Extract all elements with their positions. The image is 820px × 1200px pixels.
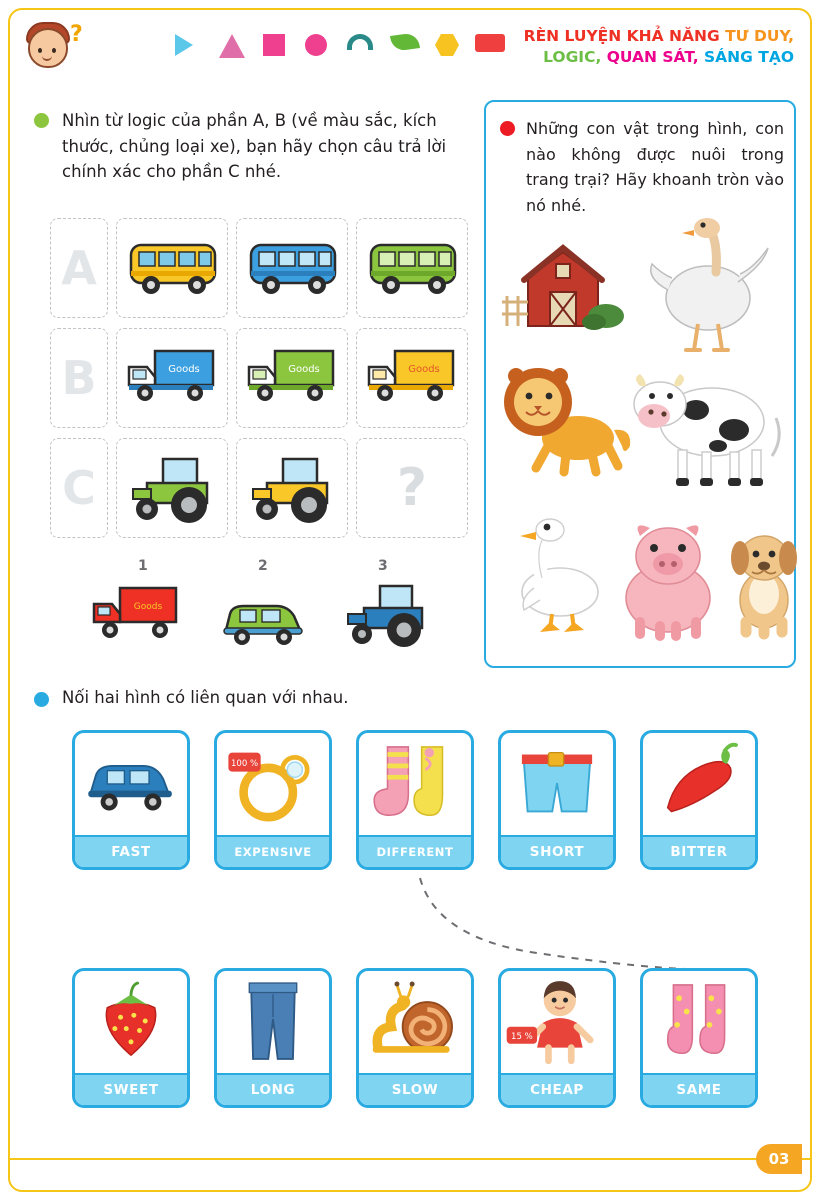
kid-eye-left-icon bbox=[38, 48, 42, 53]
badge-expensive-text: 100 % bbox=[230, 758, 259, 769]
bullet-blue-icon bbox=[34, 692, 49, 707]
card-label-sweet: SWEET bbox=[75, 1073, 187, 1105]
card-label-long: LONG bbox=[217, 1073, 329, 1105]
card-same[interactable] bbox=[640, 968, 758, 1108]
card-bitter[interactable] bbox=[640, 730, 758, 870]
leaf-shape-icon bbox=[390, 32, 420, 52]
card-short[interactable] bbox=[498, 730, 616, 870]
green-truck-icon bbox=[237, 329, 349, 429]
footer-divider bbox=[10, 1158, 810, 1160]
yellow-tractor-icon bbox=[237, 439, 349, 539]
page-header bbox=[0, 0, 820, 90]
matrix-row-label-a bbox=[50, 218, 108, 318]
exercise2-prompt-text: Những con vật trong hình, con nào không được nuôi trong trang trại? Hãy khoanh tròn vào nó nhé. bbox=[526, 119, 784, 215]
row-label-b-text: B bbox=[61, 351, 97, 405]
exercise1-option-numbers bbox=[50, 558, 468, 578]
square-shape-icon bbox=[263, 34, 285, 56]
exercise2-prompt bbox=[500, 116, 784, 218]
card-label-different: DIFFERENT bbox=[359, 835, 471, 867]
green-bus-icon bbox=[357, 219, 469, 319]
ostrich-icon[interactable] bbox=[638, 212, 778, 360]
triangle-shape-icon bbox=[219, 34, 245, 58]
page-number-badge: 03 bbox=[756, 1144, 802, 1174]
circle-shape-icon bbox=[305, 34, 327, 56]
pink-boots-icon bbox=[643, 971, 755, 1071]
option-number-2: 2 bbox=[258, 558, 268, 574]
bullet-green-icon bbox=[34, 113, 49, 128]
doll-icon bbox=[501, 971, 613, 1071]
matrix-cell-a3 bbox=[356, 218, 468, 318]
hexagon-shape-icon bbox=[435, 34, 459, 56]
blue-car-icon bbox=[75, 733, 187, 833]
option-number-1: 1 bbox=[138, 558, 148, 574]
title-part-2: TƯ DUY, bbox=[725, 27, 794, 45]
svg-text:Goods: Goods bbox=[288, 364, 320, 375]
question-mark-icon: ? bbox=[70, 22, 83, 47]
goose-icon[interactable] bbox=[500, 508, 610, 638]
decorative-shapes bbox=[175, 30, 505, 64]
title-part-3: LOGIC, bbox=[543, 47, 607, 66]
exercise3-prompt-text: Nối hai hình có liên quan với nhau. bbox=[62, 688, 349, 707]
odd-socks-icon bbox=[359, 733, 471, 833]
exercise3-prompt bbox=[34, 688, 534, 707]
card-label-slow: SLOW bbox=[359, 1073, 471, 1105]
matrix-cell-c3-answer[interactable] bbox=[356, 438, 468, 538]
card-cheap[interactable] bbox=[498, 968, 616, 1108]
bullet-red-icon bbox=[500, 121, 515, 136]
yellow-bus-icon bbox=[117, 219, 229, 319]
card-label-bitter: BITTER bbox=[643, 835, 755, 867]
yellow-truck-icon bbox=[357, 329, 469, 429]
option-green-car[interactable] bbox=[210, 590, 322, 655]
option-red-truck[interactable] bbox=[84, 580, 196, 655]
exercise1-prompt-text: Nhìn từ logic của phần A, B (về màu sắc, kích thước, chủng loại xe), bạn hãy chọn câu trả lời chính xác cho phần C nhé. bbox=[62, 111, 447, 182]
lion-icon[interactable] bbox=[496, 350, 636, 480]
matrix-cell-c2 bbox=[236, 438, 348, 538]
card-slow[interactable] bbox=[356, 968, 474, 1108]
card-different[interactable] bbox=[356, 730, 474, 870]
cow-icon[interactable] bbox=[626, 360, 786, 490]
row-label-c-text: C bbox=[62, 461, 96, 515]
title-part-4: QUAN SÁT, bbox=[606, 47, 704, 66]
matrix-cell-a1 bbox=[116, 218, 228, 318]
answer-question-mark: ? bbox=[396, 458, 428, 518]
exercise1-matrix bbox=[50, 218, 468, 548]
kid-eye-right-icon bbox=[52, 48, 56, 53]
svg-text:Goods: Goods bbox=[168, 364, 200, 375]
matrix-row-label-b bbox=[50, 328, 108, 428]
blue-shorts-icon bbox=[501, 733, 613, 833]
badge-cheap-text: 15 % bbox=[511, 1032, 533, 1043]
exercise2-panel bbox=[484, 100, 796, 668]
exercise1-options bbox=[50, 580, 468, 655]
blue-jeans-icon bbox=[217, 971, 329, 1071]
option-blue-tractor[interactable] bbox=[334, 580, 446, 655]
card-label-short: SHORT bbox=[501, 835, 613, 867]
matrix-cell-b1 bbox=[116, 328, 228, 428]
dog-icon[interactable] bbox=[718, 522, 810, 642]
card-fast[interactable] bbox=[72, 730, 190, 870]
exercise1-prompt bbox=[34, 108, 464, 185]
matrix-cell-b2 bbox=[236, 328, 348, 428]
green-tractor-icon bbox=[117, 439, 229, 539]
card-label-fast: FAST bbox=[75, 835, 187, 867]
card-label-cheap: CHEAP bbox=[501, 1073, 613, 1105]
strawberry-icon bbox=[75, 971, 187, 1071]
card-expensive[interactable] bbox=[214, 730, 332, 870]
snail-icon bbox=[359, 971, 471, 1071]
pig-icon[interactable] bbox=[604, 514, 732, 642]
svg-text:Goods: Goods bbox=[408, 364, 440, 375]
row-label-a-text: A bbox=[61, 241, 97, 295]
card-long[interactable] bbox=[214, 968, 332, 1108]
card-label-expensive: EXPENSIVE bbox=[217, 835, 329, 867]
blue-bus-icon bbox=[237, 219, 349, 319]
title-part-1: RÈN LUYỆN KHẢ NĂNG bbox=[523, 27, 726, 45]
blue-truck-icon bbox=[117, 329, 229, 429]
page-title bbox=[464, 26, 794, 68]
svg-text:Goods: Goods bbox=[133, 602, 163, 612]
kid-avatar bbox=[24, 18, 83, 74]
title-part-5: SÁNG TẠO bbox=[704, 47, 794, 66]
kid-face-icon bbox=[28, 28, 68, 68]
barn-icon[interactable] bbox=[498, 230, 628, 342]
option-number-3: 3 bbox=[378, 558, 388, 574]
red-chili-icon bbox=[643, 733, 755, 833]
matrix-row-label-c bbox=[50, 438, 108, 538]
card-label-same: SAME bbox=[643, 1073, 755, 1105]
matrix-cell-b3 bbox=[356, 328, 468, 428]
flag-shape-icon bbox=[175, 34, 193, 56]
matrix-cell-c1 bbox=[116, 438, 228, 538]
card-sweet[interactable] bbox=[72, 968, 190, 1108]
diamond-ring-icon bbox=[217, 733, 329, 833]
arc-shape-icon bbox=[347, 34, 373, 50]
matrix-cell-a2 bbox=[236, 218, 348, 318]
